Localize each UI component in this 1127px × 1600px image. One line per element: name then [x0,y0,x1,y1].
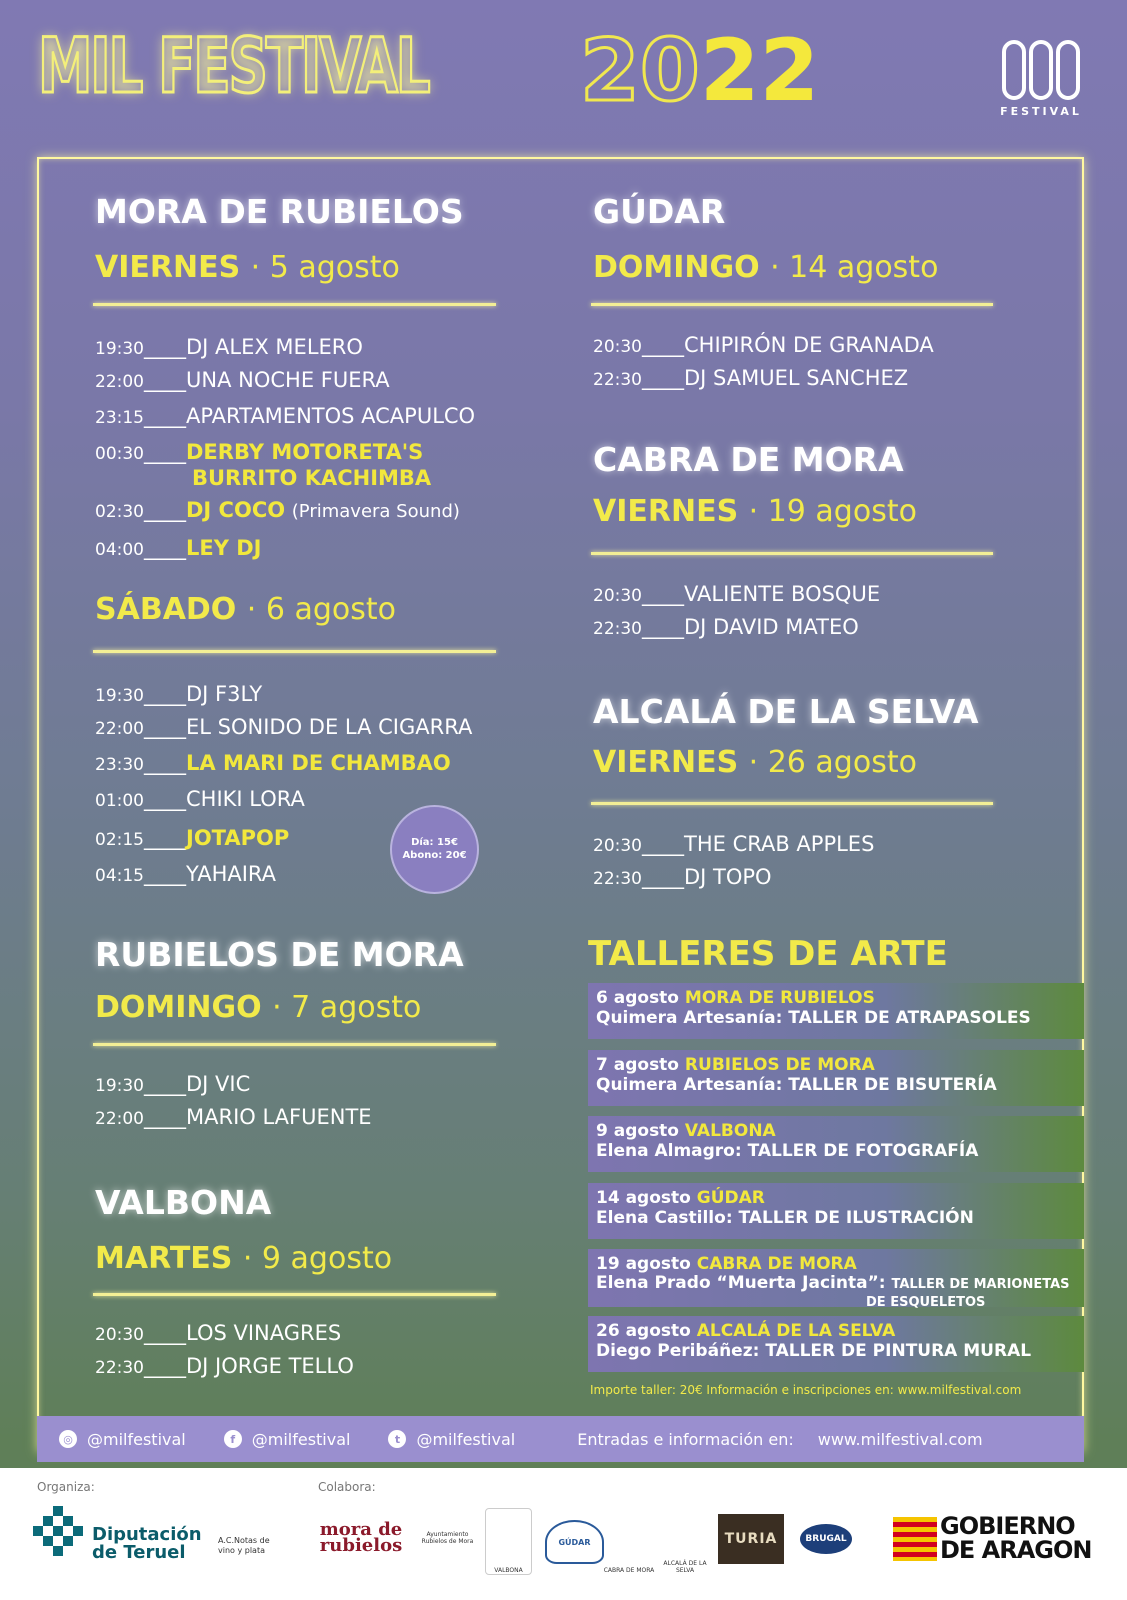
schedule-row: 22:00____UNA NOCHE FUERA [95,368,390,392]
talleres-title: TALLERES DE ARTE [588,934,948,974]
gudar-logo: GÚDAR [545,1520,604,1564]
day-heading: DOMINGO · 7 agosto [95,990,422,1025]
schedule-row: 20:30____VALIENTE BOSQUE [593,582,881,606]
info-label: Entradas e información en: [577,1429,794,1449]
mora-logo: mora de rubielos [319,1518,403,1556]
schedule-row: 23:30____LA MARI DE CHAMBAO [95,751,451,775]
gobierno-aragon-name: GOBIERNO DE ARAGON [940,1512,1092,1564]
schedule-row: 23:15____APARTAMENTOS ACAPULCO [95,404,476,428]
divider [93,650,496,653]
aragon-flag-icon [893,1517,937,1561]
year-outline: 20 [580,21,700,121]
day-heading: DOMINGO · 14 agosto [593,250,939,285]
diputacion-name: Diputación de Teruel [92,1524,202,1563]
cabra-logo: CABRA DE MORA [603,1567,655,1574]
venue-title: ALCALÁ DE LA SELVA [593,692,979,731]
sponsors-footer [0,1468,1127,1600]
day-heading: MARTES · 9 agosto [95,1241,393,1276]
organiza-label: Organiza: [37,1480,95,1494]
festival-title: MIL FESTIVAL [38,21,429,110]
facebook-link[interactable]: f @milfestival [224,1430,351,1449]
day-heading: VIERNES · 26 agosto [593,745,917,780]
schedule-row: 22:30____DJ JORGE TELLO [95,1354,354,1378]
festival-logo [997,40,1085,125]
schedule-row: 04:00____LEY DJ [95,536,262,560]
schedule-row: 20:30____THE CRAB APPLES [593,832,875,856]
divider [591,303,993,306]
twitter-icon: t [388,1430,406,1448]
workshop-item: 14 agosto GÚDAR Elena Castillo: TALLER DE ILUSTRACIÓN [588,1183,1084,1239]
schedule-row: 02:15____JOTAPOP [95,826,290,850]
venue-title: MORA DE RUBIELOS [95,192,464,231]
alcala-logo: ALCALÁ DE LA SELVA [663,1560,707,1574]
colabora-label: Colabora: [318,1480,376,1494]
workshop-item: 9 agosto VALBONA Elena Almagro: TALLER DE FOTOGRAFÍA [588,1116,1084,1172]
venue-title: GÚDAR [593,192,726,231]
instagram-link[interactable]: ◎ @milfestival [59,1430,186,1449]
schedule-row: 02:30____DJ COCO (Primavera Sound) [95,498,460,522]
workshop-note: Importe taller: 20€ Información e inscripciones en: www.milfestival.com [590,1383,1022,1397]
logo-text: FESTIVAL [1000,105,1082,118]
schedule-row: 22:00____MARIO LAFUENTE [95,1105,372,1129]
workshop-item: 6 agosto MORA DE RUBIELOS Quimera Artesanía: TALLER DE ATRAPASOLES [588,983,1084,1039]
venue-title: CABRA DE MORA [593,440,904,479]
turia-logo: TURIA [718,1514,784,1564]
schedule-row: 01:00____CHIKI LORA [95,787,305,811]
schedule-row: 04:15____YAHAIRA [95,862,277,886]
facebook-icon: f [224,1430,242,1448]
brugal-logo: BRUGAL [800,1524,852,1554]
year-fill: 22 [699,21,820,121]
workshop-item: 7 agosto RUBIELOS DE MORA Quimera Artesanía: TALLER DE BISUTERÍA [588,1050,1084,1106]
schedule-row: 19:30____DJ ALEX MELERO [95,335,363,359]
workshop-item: 19 agosto CABRA DE MORA Elena Prado “Muerta Jacinta”: TALLER DE MARIONETAS DE ESQUELETOS [588,1249,1084,1307]
instagram-icon: ◎ [59,1430,77,1448]
ayto-rubielos-logo: Ayuntamiento Rubielos de Mora [421,1531,474,1545]
divider [93,1293,496,1296]
schedule-row: 19:30____DJ F3LY [95,682,263,706]
schedule-row: 19:30____DJ VIC [95,1072,251,1096]
festival-year [580,21,820,121]
schedule-row: 22:30____DJ TOPO [593,865,772,889]
social-bar [37,1416,1084,1462]
schedule-row: 20:30____LOS VINAGRES [95,1321,342,1345]
venue-title: RUBIELOS DE MORA [95,935,464,974]
schedule-row: 22:30____DJ DAVID MATEO [593,615,859,639]
price-badge: Día: 15€ Abono: 20€ [390,805,479,894]
divider [93,303,496,306]
schedule-row: 00:30____DERBY MOTORETA'S [95,440,424,464]
day-heading: SÁBADO · 6 agosto [95,592,397,627]
divider [591,552,993,555]
acnotas-name: A.C.Notas de vino y plata [218,1536,270,1555]
website-link[interactable]: www.milfestival.com [817,1429,983,1449]
schedule-row-cont: BURRITO KACHIMBA [192,466,432,490]
schedule-row: 22:00____EL SONIDO DE LA CIGARRA [95,715,473,739]
divider [591,802,993,805]
divider [93,1043,496,1046]
twitter-link[interactable]: t @milfestival [388,1430,515,1449]
venue-title: VALBONA [95,1183,272,1222]
diputacion-logo-icon [32,1506,94,1564]
schedule-row: 20:30____CHIPIRÓN DE GRANADA [593,333,934,357]
schedule-row: 22:30____DJ SAMUEL SANCHEZ [593,366,909,390]
valbona-logo: VALBONA [485,1508,532,1575]
day-heading: VIERNES · 5 agosto [95,250,400,285]
day-heading: VIERNES · 19 agosto [593,494,917,529]
workshop-item: 26 agosto ALCALÁ DE LA SELVA Diego Peribáñez: TALLER DE PINTURA MURAL [588,1316,1084,1372]
